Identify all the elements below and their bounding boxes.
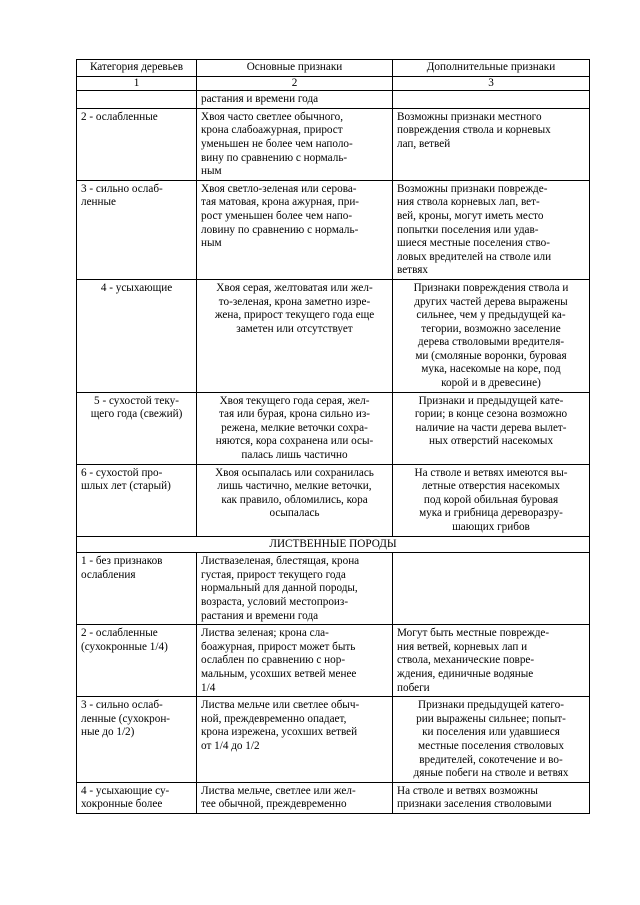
table-row: [77, 553, 590, 625]
table-row: [77, 697, 590, 783]
category-cell: 1 - без признаков ослабления: [77, 553, 197, 625]
header-main-signs: Основные признаки: [197, 60, 393, 77]
extra-signs-cell: [393, 553, 590, 625]
column-number-row: [77, 76, 590, 91]
extra-signs-cell: Возможны признаки местного повреждения ствола и корневых лап, ветвей: [393, 108, 590, 180]
category-cell: 5 - сухостой теку- щего года (свежий): [77, 392, 197, 464]
column-number-1: 1: [77, 76, 197, 91]
column-number-3: 3: [393, 76, 590, 91]
category-cell: 2 - ослабленные (сухокронные 1/4): [77, 625, 197, 697]
table-row: [77, 782, 590, 813]
extra-signs-cell: Признаки повреждения ствола и других частей дерева выражены сильнее, чем у предыдущей ка- тегории, возможно заселение дерева стволовыми вредителя- ми (смоляные воронки, буровая мука, насекомые на коре, под корой и в древесине): [393, 279, 590, 392]
extra-signs-cell: Признаки и предыдущей кате- гории; в конце сезона возможно наличие на части дерева вылет- ных отверстий насекомых: [393, 392, 590, 464]
table-row: [77, 279, 590, 392]
continuation-row: [77, 91, 590, 109]
extra-signs-cell: Признаки предыдущей катего- рии выражены сильнее; попыт- ки поселения или удавшиеся местные поселения стволовых вредителей, сокотечение и во- дяные побеги на стволе и ветвях: [393, 697, 590, 783]
category-cell: 6 - сухостой про- шлых лет (старый): [77, 464, 197, 536]
main-signs-cell: Хвоя осыпалась или сохранилась лишь частично, мелкие веточки, как правило, обломились, кора осыпалась: [197, 464, 393, 536]
category-cell: 3 - сильно ослаб- ленные: [77, 180, 197, 279]
table-header-row: [77, 60, 590, 77]
section-title: ЛИСТВЕННЫЕ ПОРОДЫ: [77, 536, 590, 553]
table-row: [77, 180, 590, 279]
table-cell: [393, 91, 590, 109]
extra-signs-cell: На стволе и ветвях возможны признаки заселения стволовыми: [393, 782, 590, 813]
section-row: [77, 536, 590, 553]
tree-category-table: [76, 59, 590, 814]
main-signs-cell: Листва мельче, светлее или жел- тее обычной, преждевременно: [197, 782, 393, 813]
continuation-text: растания и времени года: [197, 91, 393, 109]
column-number-2: 2: [197, 76, 393, 91]
category-cell: 2 - ослабленные: [77, 108, 197, 180]
category-cell: 4 - усыхающие: [77, 279, 197, 392]
table-row: [77, 108, 590, 180]
header-category: Категория деревьев: [77, 60, 197, 77]
header-extra-signs: Дополнительные признаки: [393, 60, 590, 77]
main-signs-cell: Хвоя часто светлее обычного, крона слабоажурная, прирост уменьшен не более чем наполо- вину по сравнению с нормаль- ным: [197, 108, 393, 180]
category-cell: 3 - сильно ослаб- ленные (сухокрон- ные до 1/2): [77, 697, 197, 783]
table-row: [77, 392, 590, 464]
table-row: [77, 464, 590, 536]
main-signs-cell: Хвоя текущего года серая, жел- тая или бурая, крона сильно из- режена, мелкие веточки сохра- няются, кора сохранена или осы- палась лишь частично: [197, 392, 393, 464]
extra-signs-cell: Могут быть местные поврежде- ния ветвей, корневых лап и ствола, механические повре- ждения, единичные водяные побеги: [393, 625, 590, 697]
main-signs-cell: Листва мельче или светлее обыч- ной, преждевременно опадает, крона изрежена, усохших ветвей от 1/4 до 1/2: [197, 697, 393, 783]
table-cell: [77, 91, 197, 109]
category-cell: 4 - усыхающие су- хокронные более: [77, 782, 197, 813]
extra-signs-cell: На стволе и ветвях имеются вы- летные отверстия насекомых под корой обильная буровая мука и грибница дереворазру- шающих грибов: [393, 464, 590, 536]
main-signs-cell: Хвоя серая, желтоватая или жел- то-зеленая, крона заметно изре- жена, прирост текущего года еще заметен или отсутствует: [197, 279, 393, 392]
table-row: [77, 625, 590, 697]
extra-signs-cell: Возможны признаки поврежде- ния ствола корневых лап, вет- вей, кроны, могут иметь место попытки поселения или удав- шиеся местные поселения ство- ловых вредителей на стволе или ветвях: [393, 180, 590, 279]
main-signs-cell: Листва зеленая; крона сла- боажурная, прирост может быть ослаблен по сравнению с нор- мальным, усохших ветвей менее 1/4: [197, 625, 393, 697]
main-signs-cell: Листвазеленая, блестящая, крона густая, прирост текущего года нормальный для данной породы, возраста, условий местопроиз- растания и времени года: [197, 553, 393, 625]
main-signs-cell: Хвоя светло-зеленая или серова- тая матовая, крона ажурная, при- рост уменьшен более чем напо- ловину по сравнению с нормаль- ным: [197, 180, 393, 279]
